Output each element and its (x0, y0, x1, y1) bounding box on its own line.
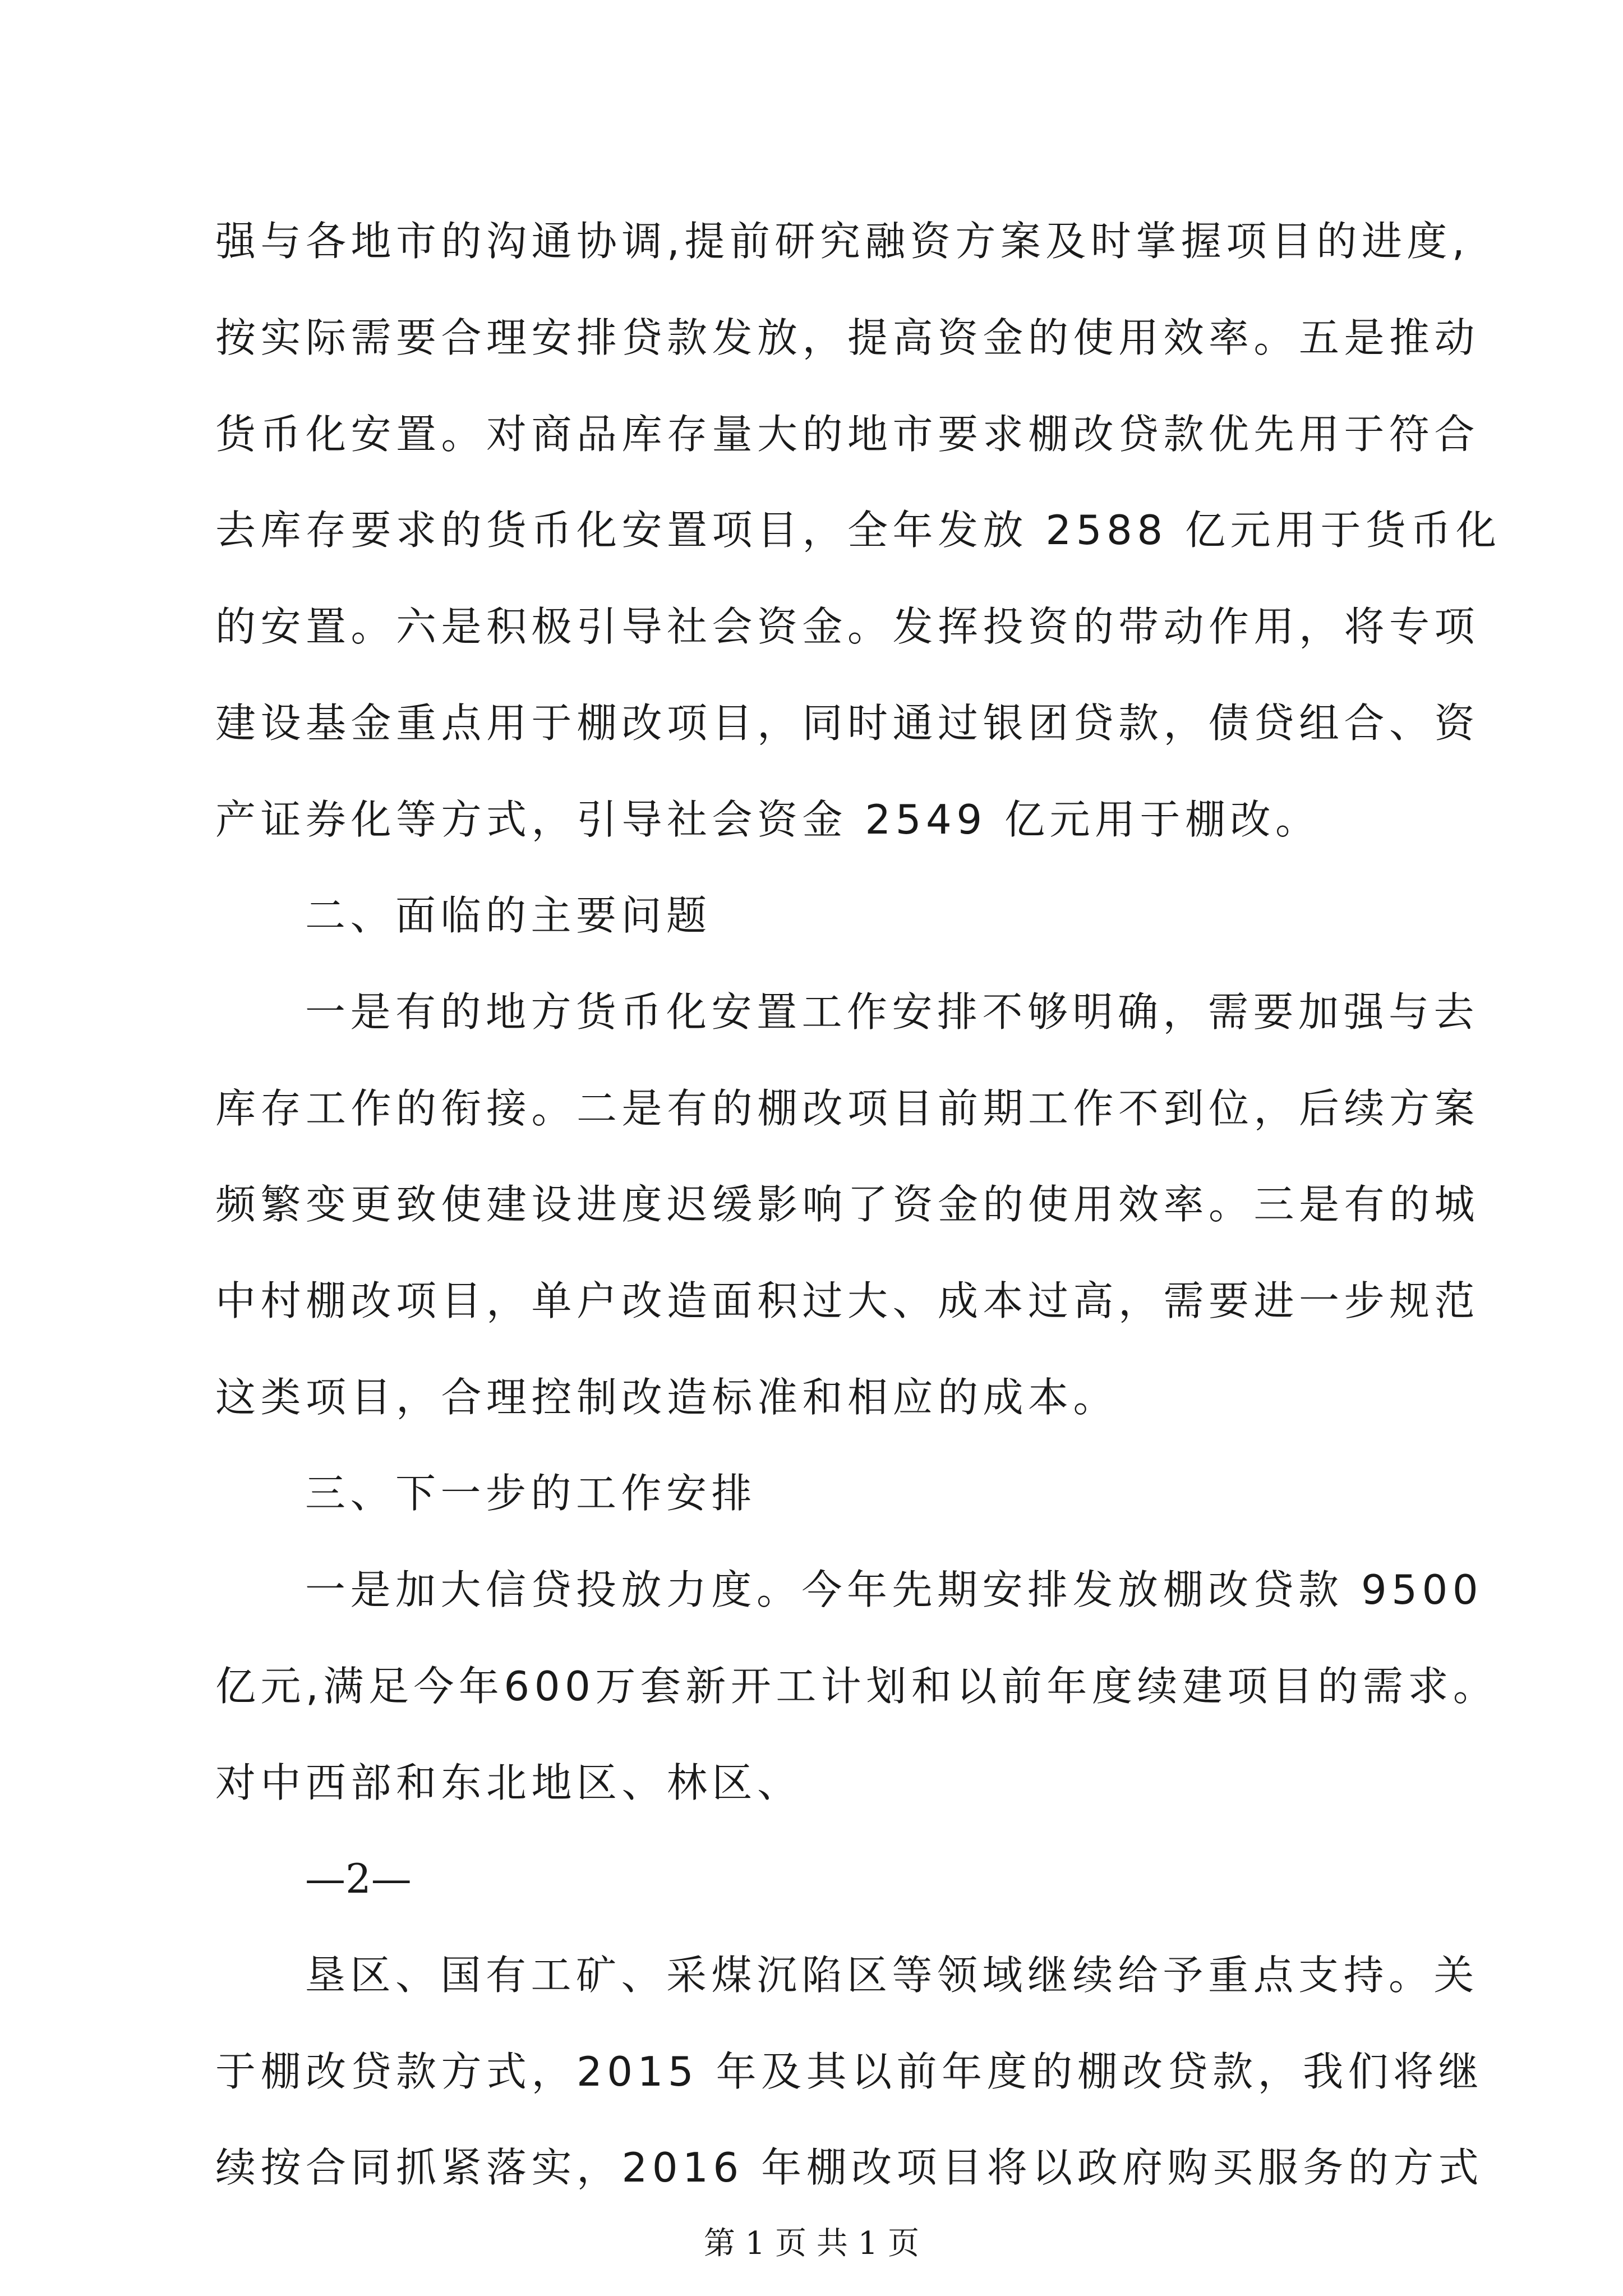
body-line: 按实际需要合理安排贷款发放，提高资金的使用效率。五是推动 (215, 314, 1480, 361)
body-line: 垦区、国有工矿、采煤沉陷区等领域继续给予重点支持。关 (305, 1952, 1479, 1999)
body-line: 频繁变更致使建设进度迟缓影响了资金的使用效率。三是有的城 (215, 1181, 1480, 1228)
page-footer: 第 1 页 共 1 页 (703, 2225, 920, 2262)
body-line: 续按合同抓紧落实，2016 年棚改项目将以政府购买服务的方式 (215, 2144, 1484, 2191)
body-line: 这类项目，合理控制改造标准和相应的成本。 (215, 1374, 1119, 1421)
inline-page-number: —2— (305, 1855, 412, 1902)
section-heading: 二、面临的主要问题 (305, 892, 712, 939)
body-line: 强与各地市的沟通协调,提前研究融资方案及时掌握项目的进度, (215, 218, 1470, 265)
body-line: 库存工作的衔接。二是有的棚改项目前期工作不到位，后续方案 (215, 1085, 1480, 1132)
body-line: 一是加大信贷投放力度。今年先期安排发放棚改贷款 9500 (305, 1566, 1483, 1613)
body-line: 货币化安置。对商品库存量大的地市要求棚改贷款优先用于符合 (215, 411, 1480, 458)
body-line: 建设基金重点用于棚改项目，同时通过银团贷款，债贷组合、资 (215, 700, 1480, 747)
body-line: 产证券化等方式，引导社会资金 2549 亿元用于棚改。 (215, 796, 1321, 843)
body-line: 于棚改贷款方式，2015 年及其以前年度的棚改贷款，我们将继 (215, 2048, 1484, 2095)
body-line: 对中西部和东北地区、林区、 (215, 1759, 803, 1806)
body-line: 亿元,满足今年600万套新开工计划和以前年度续建项目的需求。 (215, 1663, 1498, 1710)
body-line: 中村棚改项目，单户改造面积过大、成本过高，需要进一步规范 (215, 1277, 1480, 1324)
section-heading: 三、下一步的工作安排 (305, 1470, 757, 1517)
body-line: 的安置。六是积极引导社会资金。发挥投资的带动作用，将专项 (215, 603, 1480, 650)
body-line: 一是有的地方货币化安置工作安排不够明确，需要加强与去 (305, 988, 1479, 1036)
body-line: 去库存要求的货币化安置项目，全年发放 2588 亿元用于货币化 (215, 507, 1501, 554)
